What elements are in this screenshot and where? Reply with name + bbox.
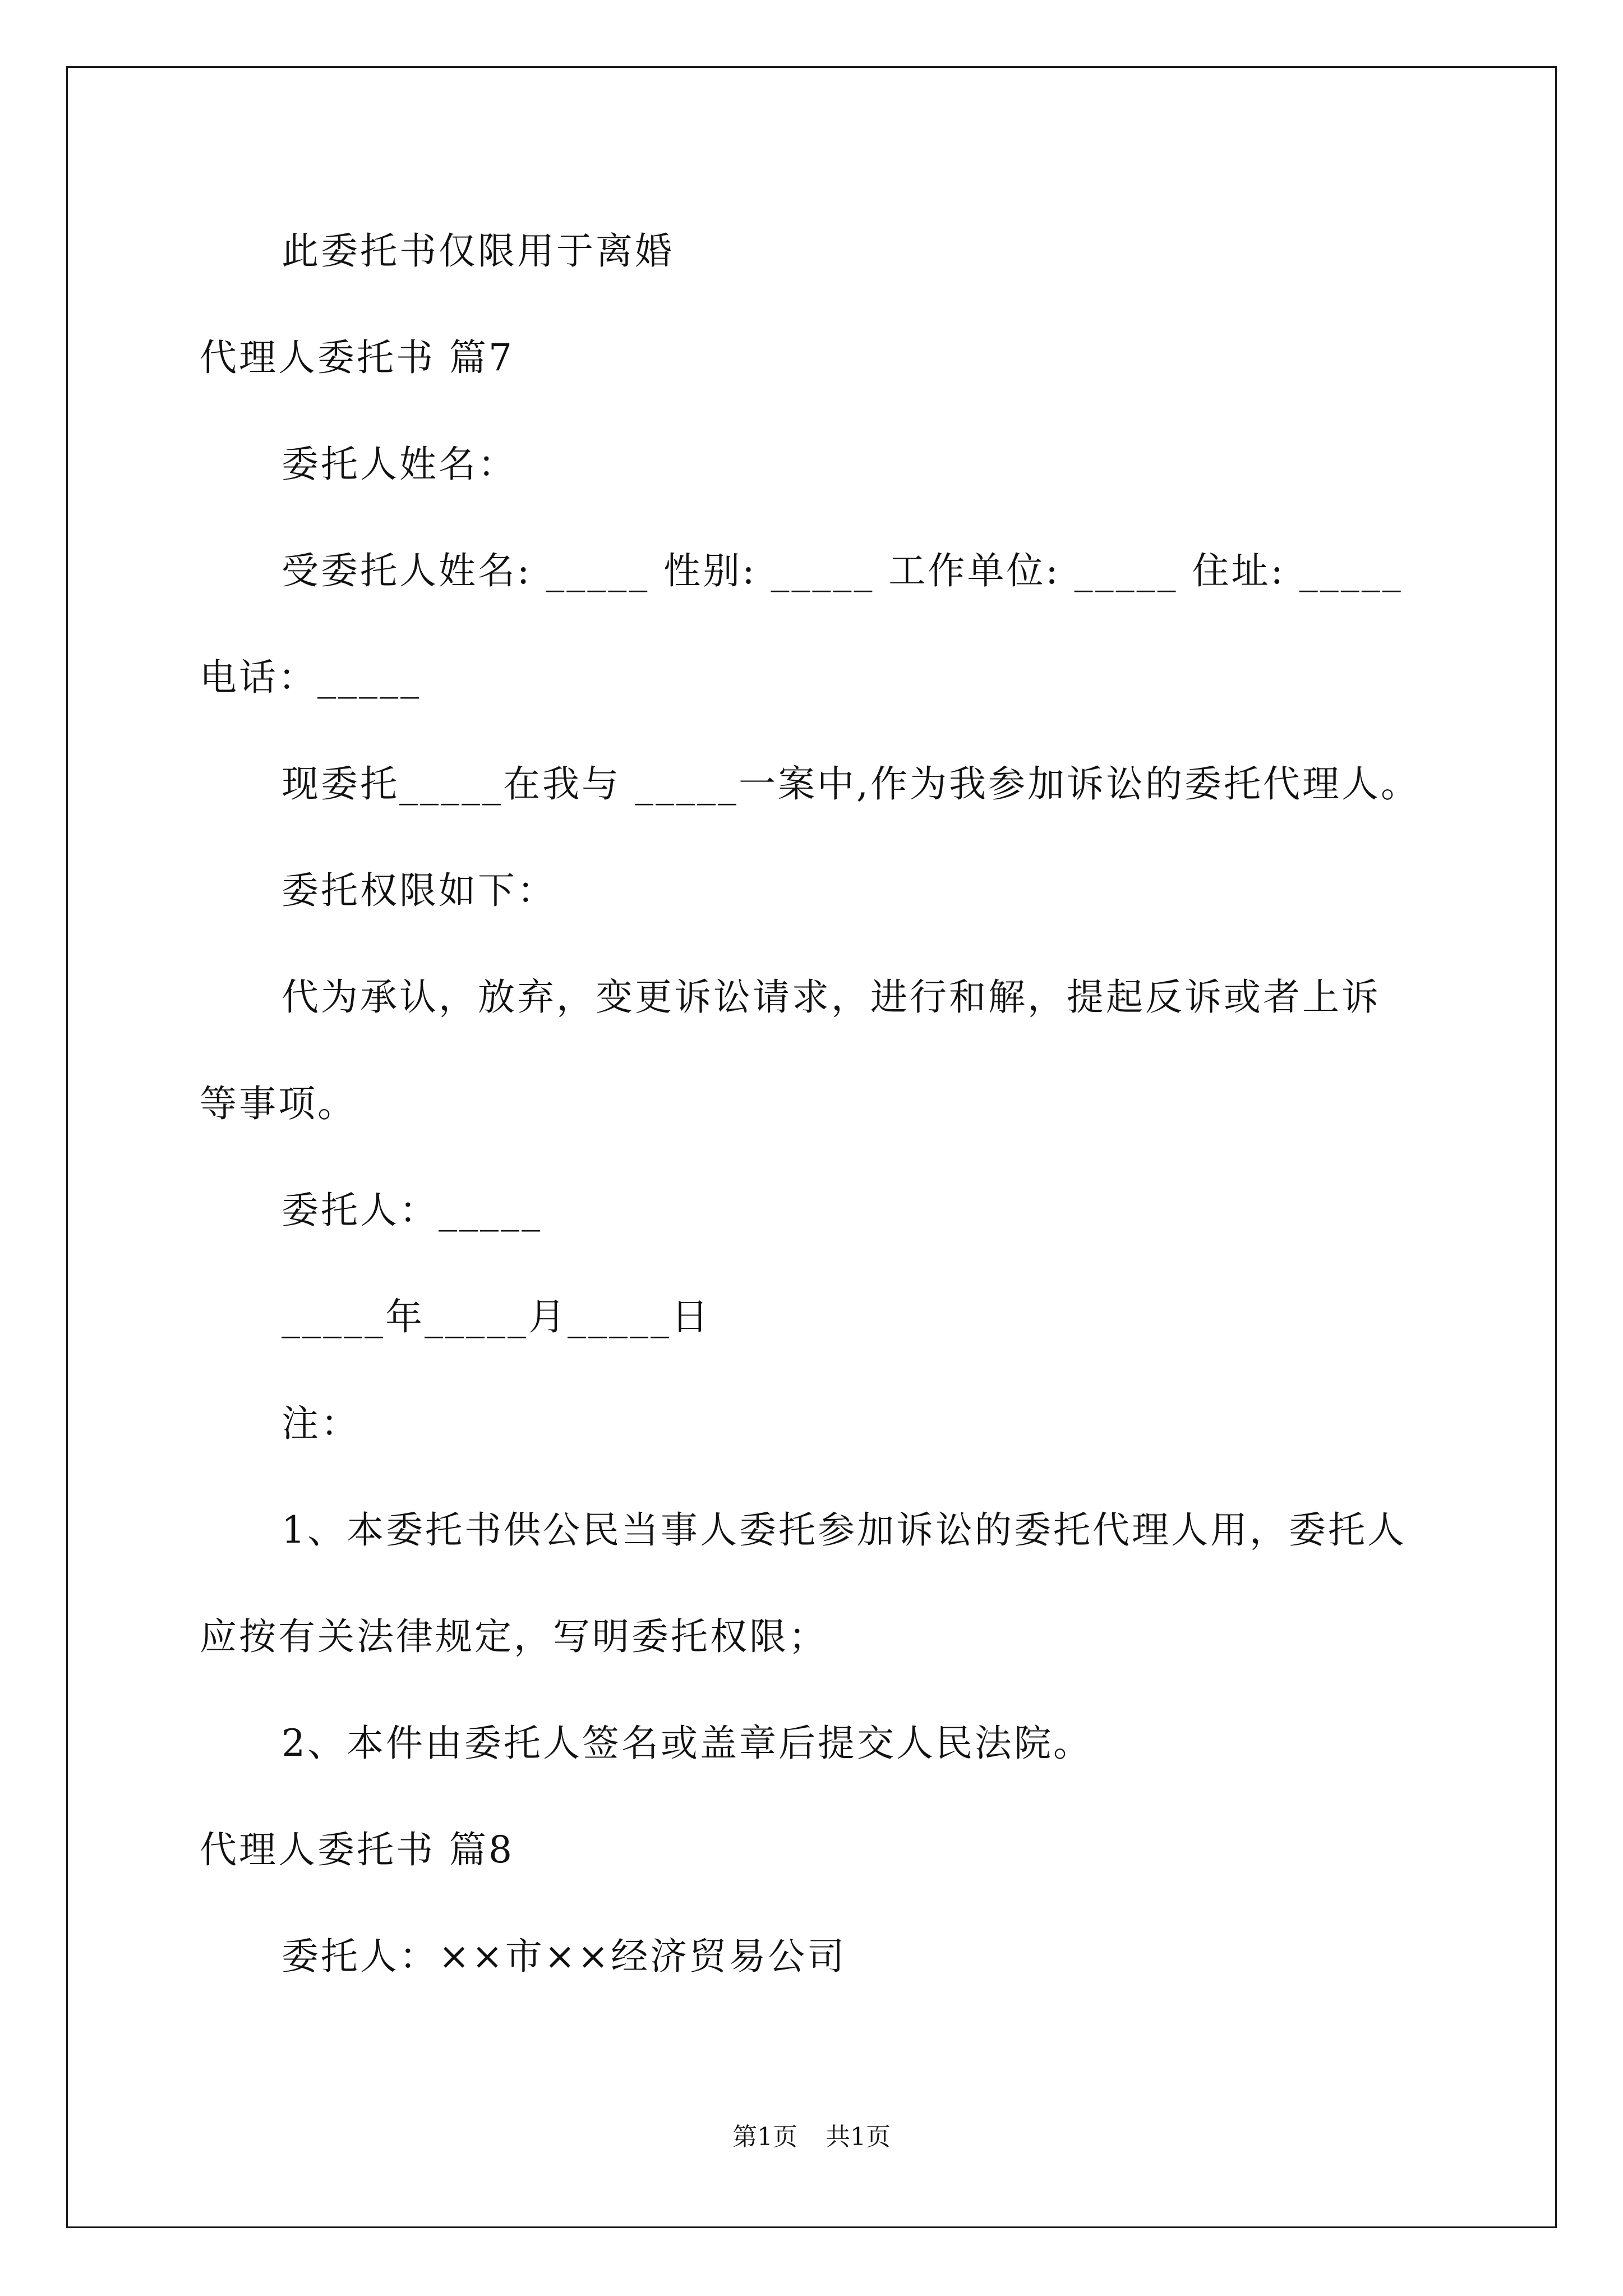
section-heading-7: 代理人委托书 篇7 <box>200 336 514 379</box>
footer-page-total: 共1页 <box>826 2123 891 2151</box>
paragraph-authority-heading: 委托权限如下： <box>282 869 556 912</box>
footer-page-current: 第1页 <box>732 2123 797 2151</box>
page-border <box>66 66 1557 2228</box>
notes-heading: 注： <box>282 1402 360 1445</box>
section-heading-8: 代理人委托书 篇8 <box>200 1828 514 1871</box>
paragraph-appointment: 现委托_____在我与 _____一案中,作为我参加诉讼的委托代理人。 <box>282 762 1420 806</box>
note-2: 2、本件由委托人签名或盖章后提交人民法院。 <box>282 1722 1092 1765</box>
note-1-line-2: 应按有关法律规定，写明委托权限； <box>200 1615 828 1658</box>
page-footer <box>0 2125 1623 2150</box>
field-agent-details: 受委托人姓名: _____ 性别: _____ 工作单位: _____ 住址: _____ <box>282 549 1403 592</box>
field-date: _____年_____月_____日 <box>282 1295 711 1338</box>
note-1-line-1: 1、本委托书供公民当事人委托参加诉讼的委托代理人用，委托人 <box>282 1508 1407 1552</box>
paragraph-scope-note: 此委托书仅限用于离婚 <box>282 229 674 273</box>
paragraph-authority-line-1: 代为承认，放弃，变更诉讼请求，进行和解，提起反诉或者上诉 <box>282 976 1381 1019</box>
field-principal-company: 委托人：××市××经济贸易公司 <box>282 1935 847 1978</box>
field-phone: 电话：_____ <box>200 656 421 699</box>
field-principal-name: 委托人姓名： <box>282 443 517 486</box>
paragraph-authority-line-2: 等事项。 <box>200 1082 357 1125</box>
field-principal-signature: 委托人：_____ <box>282 1189 542 1232</box>
